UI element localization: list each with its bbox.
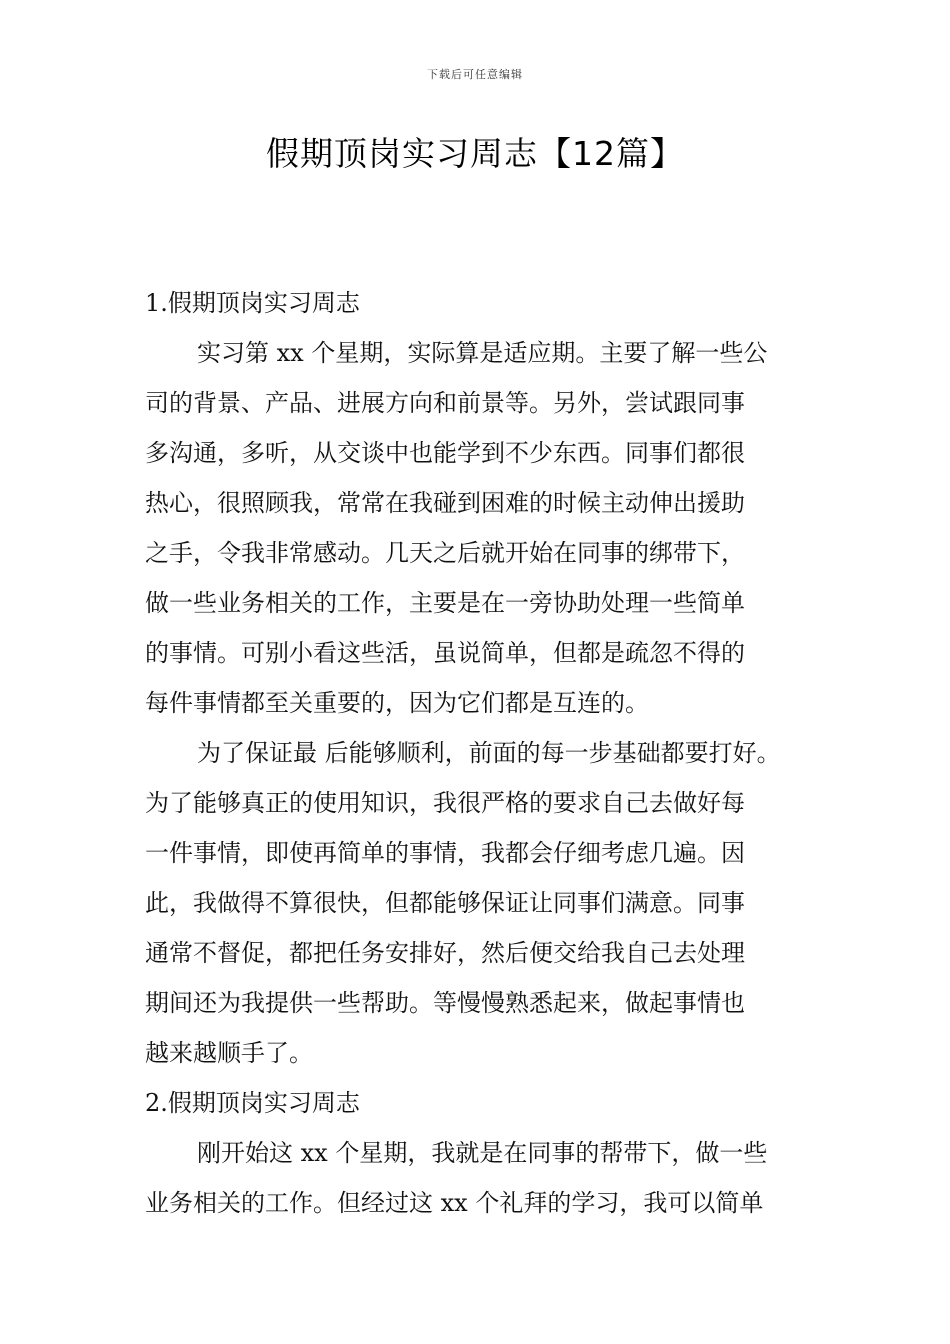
text-line: 为了保证最 后能够顺利，前面的每一步基础都要打好。 — [197, 739, 781, 767]
text-line: 多沟通，多听，从交谈中也能学到不少东西。同事们都很 — [145, 439, 745, 467]
text-line: 业务相关的工作。但经过这 xx 个礼拜的学习，我可以简单 — [145, 1189, 764, 1217]
text-line: 司的背景、产品、进展方向和前景等。另外，尝试跟同事 — [145, 389, 745, 417]
text-line: 做一些业务相关的工作，主要是在一旁协助处理一些简单 — [145, 589, 745, 617]
section-heading-1: 1.假期顶岗实习周志 — [145, 289, 360, 317]
text-line: 热心，很照顾我，常常在我碰到困难的时候主动伸出援助 — [145, 489, 745, 517]
text-line: 实习第 xx 个星期，实际算是适应期。主要了解一些公 — [197, 339, 768, 367]
document-body — [145, 278, 835, 1228]
text-line: 刚开始这 xx 个星期，我就是在同事的帮带下，做一些 — [197, 1139, 768, 1167]
text-line: 的事情。可别小看这些活，虽说简单，但都是疏忽不得的 — [145, 639, 745, 667]
text-line: 通常不督促，都把任务安排好，然后便交给我自己去处理 — [145, 939, 745, 967]
header-note: 下载后可任意编辑 — [427, 68, 523, 81]
text-line: 之手，令我非常感动。几天之后就开始在同事的绑带下， — [145, 539, 745, 567]
section-heading-2: 2.假期顶岗实习周志 — [145, 1089, 360, 1117]
text-line: 越来越顺手了。 — [145, 1039, 313, 1067]
text-line: 每件事情都至关重要的，因为它们都是互连的。 — [145, 689, 649, 717]
text-line: 此，我做得不算很快，但都能够保证让同事们满意。同事 — [145, 889, 745, 917]
text-line: 期间还为我提供一些帮助。等慢慢熟悉起来，做起事情也 — [145, 989, 745, 1017]
text-line: 一件事情，即使再简单的事情，我都会仔细考虑几遍。因 — [145, 839, 745, 867]
paragraph-1-1 — [145, 328, 835, 728]
text-line: 为了能够真正的使用知识，我很严格的要求自己去做好每 — [145, 789, 745, 817]
paragraph-1-2 — [145, 728, 835, 1078]
document-title: 假期顶岗实习周志【12篇】 — [266, 134, 684, 173]
paragraph-2-1 — [145, 1128, 835, 1228]
